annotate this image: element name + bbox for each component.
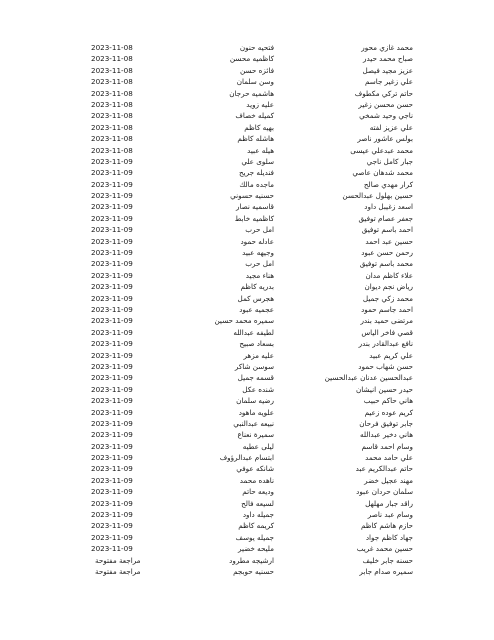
primary-name: محمد غازي محور <box>361 43 413 52</box>
primary-name: محمد باسم توفيق <box>359 259 413 269</box>
primary-name: حسين عبد احمد <box>365 236 413 246</box>
date-value: 2023-11-09 <box>91 418 133 428</box>
list-item <box>0 486 494 497</box>
primary-name: عبدالحسين عدنان عبدالحسين <box>324 373 413 383</box>
secondary-name: كاظميه محسن <box>229 54 274 64</box>
date-value: 2023-11-09 <box>91 373 133 383</box>
secondary-name: ناهده محمد <box>239 475 274 485</box>
list-item <box>0 133 494 144</box>
secondary-name: قسمه جميل <box>237 373 274 383</box>
secondary-name: وسن سلمان <box>236 77 274 87</box>
date-value: 2023-11-09 <box>91 407 133 417</box>
date-value: 2023-11-09 <box>91 384 133 394</box>
secondary-name: ابتسام عبدالرؤوف <box>219 453 274 463</box>
list-item <box>0 372 494 383</box>
secondary-name: شنده عكل <box>242 384 274 394</box>
secondary-name: كميله خصاف <box>235 111 274 121</box>
date-value: 2023-11-09 <box>91 259 133 269</box>
secondary-name: لطيفه عبدالله <box>233 327 274 337</box>
list-item <box>0 213 494 224</box>
secondary-name: هجرس كمل <box>237 293 274 303</box>
date-value: 2023-11-09 <box>91 510 133 520</box>
secondary-name: فنديله جريح <box>239 168 274 178</box>
secondary-name: بهيه كاظم <box>244 122 274 132</box>
list-item <box>0 258 494 269</box>
date-value: 2023-11-08 <box>91 65 133 75</box>
primary-name: حسنه جابر خليف <box>362 555 413 565</box>
list-item <box>0 167 494 178</box>
primary-name: حاتم تركي مكطوف <box>354 88 413 98</box>
list-item <box>0 304 494 315</box>
list-item <box>0 429 494 440</box>
list-item <box>0 76 494 87</box>
list-item <box>0 463 494 474</box>
primary-name: علي زغير جاسم <box>364 77 413 87</box>
secondary-name: سميرة نعناع <box>237 430 274 440</box>
list-item <box>0 509 494 520</box>
list-item <box>0 156 494 167</box>
date-value: 2023-11-08 <box>91 134 133 144</box>
primary-name: ناجي وحيد شمخي <box>359 111 413 121</box>
list-item <box>0 361 494 372</box>
primary-name: كرار مهدي صالح <box>363 179 413 189</box>
list-item <box>0 145 494 156</box>
primary-name: احمد جاسم حمود <box>361 304 413 314</box>
date-value: 2023-11-09 <box>91 350 133 360</box>
secondary-name: سميره محمد حسين <box>214 316 274 326</box>
date-value: 2023-11-09 <box>91 304 133 314</box>
records-list <box>0 42 494 577</box>
date-value: 2023-11-09 <box>91 282 133 292</box>
primary-name: حسن شهاب حمود <box>358 361 413 371</box>
list-item <box>0 53 494 64</box>
secondary-name: فائزه حسن <box>240 65 274 75</box>
primary-name: وسام احمد قاسم <box>361 441 413 451</box>
date-value: 2023-11-09 <box>91 270 133 280</box>
primary-name: محمد عبدعلي عيسى <box>350 145 413 155</box>
date-value: 2023-11-09 <box>91 213 133 223</box>
list-item <box>0 315 494 326</box>
secondary-name: بدريه كاظم <box>240 282 274 292</box>
date-value: 2023-11-08 <box>91 77 133 87</box>
list-item <box>0 407 494 418</box>
secondary-name: وجيهه عبيد <box>242 248 274 258</box>
secondary-name: مليحه خضير <box>238 544 274 554</box>
primary-name: رحمن حسن عبود <box>361 248 413 258</box>
list-item <box>0 224 494 235</box>
list-item <box>0 270 494 281</box>
list-item <box>0 418 494 429</box>
secondary-name: عليه زويد <box>246 99 274 109</box>
date-value: 2023-11-09 <box>91 248 133 258</box>
list-item <box>0 520 494 531</box>
date-value: 2023-11-09 <box>91 168 133 178</box>
primary-name: احمد باسم توفيق <box>361 225 413 235</box>
date-value: 2023-11-09 <box>91 544 133 554</box>
primary-name: حيدر حسين انيشان <box>356 384 413 394</box>
primary-name: صباح محمد حيدر <box>363 54 413 64</box>
date-value: 2023-11-09 <box>91 475 133 485</box>
list-item <box>0 190 494 201</box>
date-value: 2023-11-09 <box>91 464 133 474</box>
date-value: 2023-11-09 <box>91 361 133 371</box>
list-item <box>0 247 494 258</box>
date-value: 2023-11-09 <box>91 191 133 201</box>
secondary-name: وديعه حاتم <box>242 487 274 497</box>
primary-name: بولس عاشور ناصر <box>357 134 413 144</box>
primary-name: جبار كامل ناجي <box>366 156 413 166</box>
list-item <box>0 555 494 566</box>
secondary-name: امل حرب <box>245 225 274 235</box>
list-item <box>0 452 494 463</box>
primary-name: وسام عبد ناصر <box>367 510 413 520</box>
secondary-name: عجميه عبود <box>239 304 274 314</box>
secondary-name: هيله عبيد <box>247 145 274 155</box>
date-value: 2023-11-09 <box>91 396 133 406</box>
date-value: 2023-11-08 <box>91 88 133 98</box>
secondary-name: عادله حمود <box>240 236 274 246</box>
date-value: 2023-11-08 <box>91 122 133 132</box>
primary-name: علاء كاظم مدان <box>365 270 413 280</box>
date-value: 2023-11-09 <box>91 521 133 531</box>
primary-name: مرتضى حميد بندر <box>360 316 413 326</box>
primary-name: حسين محمد غريب <box>356 544 413 554</box>
date-value: 2023-11-09 <box>91 236 133 246</box>
secondary-name: حسنيه حوبجم <box>233 566 274 576</box>
secondary-name: حسنيه حسوني <box>230 191 274 201</box>
primary-name: علي كريم عبيد <box>369 350 413 360</box>
date-value: 2023-11-08 <box>91 54 133 64</box>
primary-name: راقد جبار مهلهل <box>365 498 413 508</box>
list-item <box>0 110 494 121</box>
list-item <box>0 395 494 406</box>
date-value: 2023-11-09 <box>91 225 133 235</box>
status-value: مراجعة مفتوحة <box>95 566 141 576</box>
date-value: 2023-11-09 <box>91 316 133 326</box>
primary-name: هاني حاكم حبيب <box>363 396 413 406</box>
primary-name: سلمان حردان عبود <box>356 487 413 497</box>
list-item <box>0 543 494 554</box>
list-item <box>0 201 494 212</box>
list-item <box>0 475 494 486</box>
primary-name: مهند عجيل خضر <box>364 475 413 485</box>
secondary-name: علويه ماهود <box>238 407 274 417</box>
secondary-name: هاشميه حرجان <box>229 88 274 98</box>
secondary-name: كاظميه خابط <box>234 213 274 223</box>
date-value: 2023-11-09 <box>91 441 133 451</box>
secondary-name: جميله داود <box>242 510 274 520</box>
primary-name: حسين بهلول عبدالحسن <box>342 191 413 201</box>
primary-name: عزيز مجيد فيصل <box>362 65 413 75</box>
date-value: 2023-11-09 <box>91 179 133 189</box>
primary-name: حازم هاشم كاظم <box>360 521 413 531</box>
primary-name: حسن محسن زغير <box>358 99 413 109</box>
secondary-name: رضيه سلمان <box>236 396 274 406</box>
primary-name: نافع عبدالقادر بندر <box>358 339 413 349</box>
primary-name: جابر توفيق فرحان <box>359 418 413 428</box>
list-item <box>0 384 494 395</box>
list-item <box>0 327 494 338</box>
secondary-name: ليلى عطيه <box>242 441 274 451</box>
date-value: 2023-11-09 <box>91 156 133 166</box>
secondary-name: هناء مجيد <box>245 270 274 280</box>
secondary-name: سلوى علي <box>241 156 274 166</box>
date-value: 2023-11-09 <box>91 498 133 508</box>
secondary-name: بسعاد صبيح <box>239 339 274 349</box>
primary-name: جعفر عصام توفيق <box>358 213 413 223</box>
date-value: 2023-11-08 <box>91 111 133 121</box>
list-item <box>0 293 494 304</box>
secondary-name: سوسن شاكر <box>234 361 274 371</box>
secondary-name: قاسميه نصار <box>235 202 274 212</box>
date-value: 2023-11-09 <box>91 487 133 497</box>
primary-name: محمد زكي جميل <box>362 293 413 303</box>
secondary-name: فتحيه حنون <box>239 43 274 52</box>
date-value: 2023-11-09 <box>91 327 133 337</box>
list-item <box>0 350 494 361</box>
list-item <box>0 179 494 190</box>
secondary-name: ارشيجه مطرود <box>229 555 274 565</box>
secondary-name: ماجده مالك <box>239 179 274 189</box>
list-item <box>0 532 494 543</box>
list-item <box>0 498 494 509</box>
secondary-name: عليه مزهر <box>243 350 274 360</box>
primary-name: اسعد زغيبل داود <box>364 202 413 212</box>
primary-name: كريم عوده زعيم <box>364 407 413 417</box>
list-item <box>0 338 494 349</box>
list-item <box>0 236 494 247</box>
date-value: 2023-11-09 <box>91 293 133 303</box>
primary-name: هاني دخير عبدالله <box>360 430 413 440</box>
list-item <box>0 65 494 76</box>
secondary-name: لسيعه فالح <box>241 498 274 508</box>
date-value: 2023-11-09 <box>91 453 133 463</box>
list-item <box>0 122 494 133</box>
secondary-name: شانكه عوفي <box>236 464 274 474</box>
primary-name: جهاد كاظم جواد <box>365 532 413 542</box>
date-value: 2023-11-09 <box>91 202 133 212</box>
primary-name: سميره صدام جابر <box>359 566 413 576</box>
primary-name: قصي فاخر الياس <box>361 327 413 337</box>
list-item <box>0 42 494 53</box>
date-value: 2023-11-08 <box>91 145 133 155</box>
secondary-name: جميله يوسف <box>235 532 274 542</box>
date-value: 2023-11-09 <box>91 532 133 542</box>
secondary-name: هاشله كاظم <box>237 134 274 144</box>
secondary-name: كريمه كاظم <box>238 521 274 531</box>
list-item <box>0 99 494 110</box>
list-item <box>0 441 494 452</box>
list-item <box>0 566 494 577</box>
date-value: 2023-11-08 <box>91 99 133 109</box>
list-item <box>0 281 494 292</box>
date-value: 2023-11-08 <box>91 43 133 52</box>
date-value: 2023-11-09 <box>91 430 133 440</box>
primary-name: علي عزيز لفته <box>369 122 413 132</box>
primary-name: حاتم عبدالكريم عبد <box>355 464 413 474</box>
secondary-name: نبيعه عبدالنبي <box>233 418 274 428</box>
primary-name: رياض نجم ديوان <box>364 282 413 292</box>
primary-name: علي حامد محمد <box>365 453 413 463</box>
primary-name: محمد شدهان عاصي <box>352 168 413 178</box>
list-item <box>0 88 494 99</box>
status-value: مراجعة مفتوحة <box>95 555 141 565</box>
secondary-name: امل حرب <box>245 259 274 269</box>
date-value: 2023-11-09 <box>91 339 133 349</box>
